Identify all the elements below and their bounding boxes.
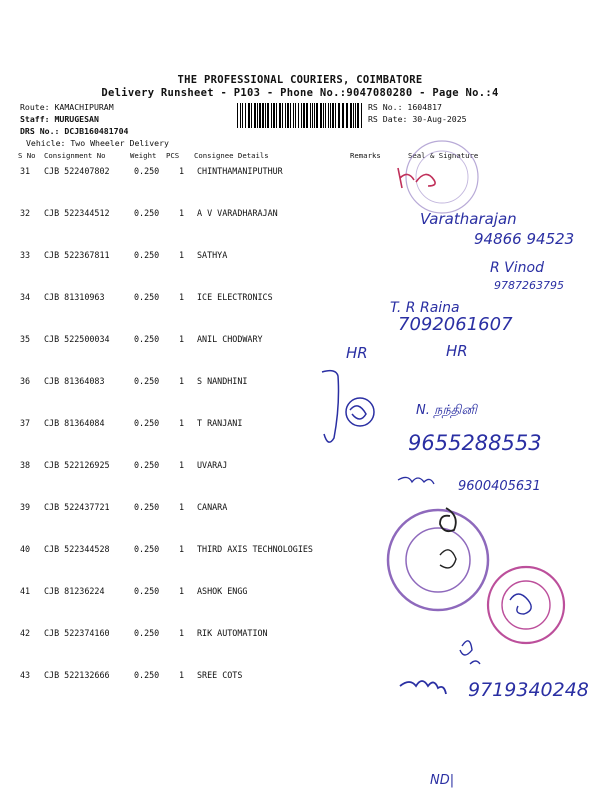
col-consignment: Consignment No <box>44 151 106 160</box>
row-consignment-no: CJB 522407802 <box>44 166 110 176</box>
row-pcs: 1 <box>179 376 185 386</box>
row-consignment-no: CJB 522344528 <box>44 544 110 554</box>
row-pcs: 1 <box>179 250 185 260</box>
row-consignment-no: CJB 522126925 <box>44 460 110 470</box>
row-weight: 0.250 <box>134 628 160 638</box>
vehicle-text: Vehicle: Two Wheeler Delivery <box>26 138 169 148</box>
signature-row37 <box>322 371 374 443</box>
row-consignment-no: CJB 81236224 <box>44 586 105 596</box>
company-title: THE PROFESSIONAL COURIERS, COIMBATORE <box>177 74 423 86</box>
row-sno: 32 <box>20 208 31 218</box>
row-pcs: 1 <box>179 670 185 680</box>
row-sno: 39 <box>20 502 31 512</box>
row-consignment-no: CJB 81364083 <box>44 376 105 386</box>
row-consignee: ASHOK ENGG <box>197 586 248 596</box>
rs-date: RS Date: 30-Aug-2025 <box>368 114 467 124</box>
row-pcs: 1 <box>179 166 185 176</box>
row-weight: 0.250 <box>134 166 160 176</box>
row-weight: 0.250 <box>134 418 160 428</box>
row-weight: 0.250 <box>134 502 160 512</box>
row-sno: 34 <box>20 292 31 302</box>
row-pcs: 1 <box>179 208 185 218</box>
col-weight: Weight <box>130 151 157 160</box>
handwritten-phone-r37: 9655288553 <box>408 431 542 455</box>
signature-row42 <box>460 641 480 664</box>
row-sno: 36 <box>20 376 31 386</box>
row-weight: 0.250 <box>134 586 160 596</box>
row-consignee: T RANJANI <box>197 418 243 428</box>
rs-number: RS No.: 1604817 <box>368 102 442 112</box>
row-sno: 33 <box>20 250 31 260</box>
drs-number: DRS No.: DCJB160481704 <box>20 126 129 136</box>
row-weight: 0.250 <box>134 376 160 386</box>
col-consignee: Consignee Details <box>194 151 269 160</box>
handwritten-name-r32: Varatharajan <box>420 210 517 228</box>
route-text: Route: KAMACHIPURAM <box>20 102 114 112</box>
row-pcs: 1 <box>179 502 185 512</box>
handwritten-scrawl: ND| <box>430 773 455 788</box>
col-seal-signature: Seal & Signature <box>408 151 479 160</box>
col-sno: S No <box>18 151 36 160</box>
signature-row43 <box>400 681 446 694</box>
row-sno: 38 <box>20 460 31 470</box>
row-consignment-no: CJB 81364084 <box>44 418 105 428</box>
row-consignee: ANIL CHODWARY <box>197 334 263 344</box>
row-sno: 40 <box>20 544 31 554</box>
row-pcs: 1 <box>179 292 185 302</box>
row-consignment-no: CJB 522367811 <box>44 250 110 260</box>
row-consignment-no: CJB 522344512 <box>44 208 110 218</box>
row-consignee: UVARAJ <box>197 460 228 470</box>
stamp-ashok-engineering <box>488 567 564 643</box>
row-consignee: RIK AUTOMATION <box>197 628 268 638</box>
row-pcs: 1 <box>179 586 185 596</box>
row-consignment-no: CJB 81310963 <box>44 292 105 302</box>
row-pcs: 1 <box>179 334 185 344</box>
row-weight: 0.250 <box>134 670 160 680</box>
row-consignment-no: CJB 522500034 <box>44 334 110 344</box>
staff-text: Staff: MURUGESAN <box>20 114 99 124</box>
row-sno: 42 <box>20 628 31 638</box>
row-pcs: 1 <box>179 418 185 428</box>
row-consignee: CANARA <box>197 502 228 512</box>
row-pcs: 1 <box>179 628 185 638</box>
handwritten-seal-r35: HR <box>446 342 468 360</box>
barcode <box>237 103 364 128</box>
row-weight: 0.250 <box>134 334 160 344</box>
row-consignee: SREE COTS <box>197 670 243 680</box>
row-consignee: A V VARADHARAJAN <box>197 208 278 218</box>
handwritten-phone-r38: 9600405631 <box>458 479 541 494</box>
row-sno: 37 <box>20 418 31 428</box>
row-consignee: CHINTHAMANIPUTHUR <box>197 166 283 176</box>
row-consignee: THIRD AXIS TECHNOLOGIES <box>197 544 313 554</box>
col-remarks: Remarks <box>350 151 381 160</box>
row-consignment-no: CJB 522437721 <box>44 502 110 512</box>
row-pcs: 1 <box>179 544 185 554</box>
handwritten-name-r33: R Vinod <box>490 260 544 276</box>
handwritten-name-r37: N. நந்தினி <box>416 403 477 418</box>
row-weight: 0.250 <box>134 208 160 218</box>
row-consignment-no: CJB 522374160 <box>44 628 110 638</box>
signature-row38 <box>398 477 434 484</box>
row-sno: 43 <box>20 670 31 680</box>
stamp-third-axis <box>388 508 488 610</box>
row-sno: 35 <box>20 334 31 344</box>
row-pcs: 1 <box>179 460 185 470</box>
row-sno: 41 <box>20 586 31 596</box>
row-weight: 0.250 <box>134 250 160 260</box>
row-weight: 0.250 <box>134 292 160 302</box>
row-consignee: S NANDHINI <box>197 376 248 386</box>
handwritten-phone-r34: 7092061607 <box>398 314 513 335</box>
runsheet-title: Delivery Runsheet - P103 - Phone No.:9047080280 - Page No.:4 <box>101 87 499 99</box>
row-consignee: ICE ELECTRONICS <box>197 292 273 302</box>
handwritten-phone-r43: 9719340248 <box>468 679 589 701</box>
handwritten-phone-r33: 9787263795 <box>494 279 564 292</box>
handwritten-phone-r32: 94866 94523 <box>474 230 575 248</box>
handwritten-remark-r35: HR <box>346 344 368 362</box>
row-weight: 0.250 <box>134 460 160 470</box>
row-sno: 31 <box>20 166 31 176</box>
row-consignment-no: CJB 522132666 <box>44 670 110 680</box>
handwritten-name-r34: T. R Raina <box>390 300 460 316</box>
col-pcs: PCS <box>166 151 180 160</box>
row-consignee: SATHYA <box>197 250 228 260</box>
row-weight: 0.250 <box>134 544 160 554</box>
